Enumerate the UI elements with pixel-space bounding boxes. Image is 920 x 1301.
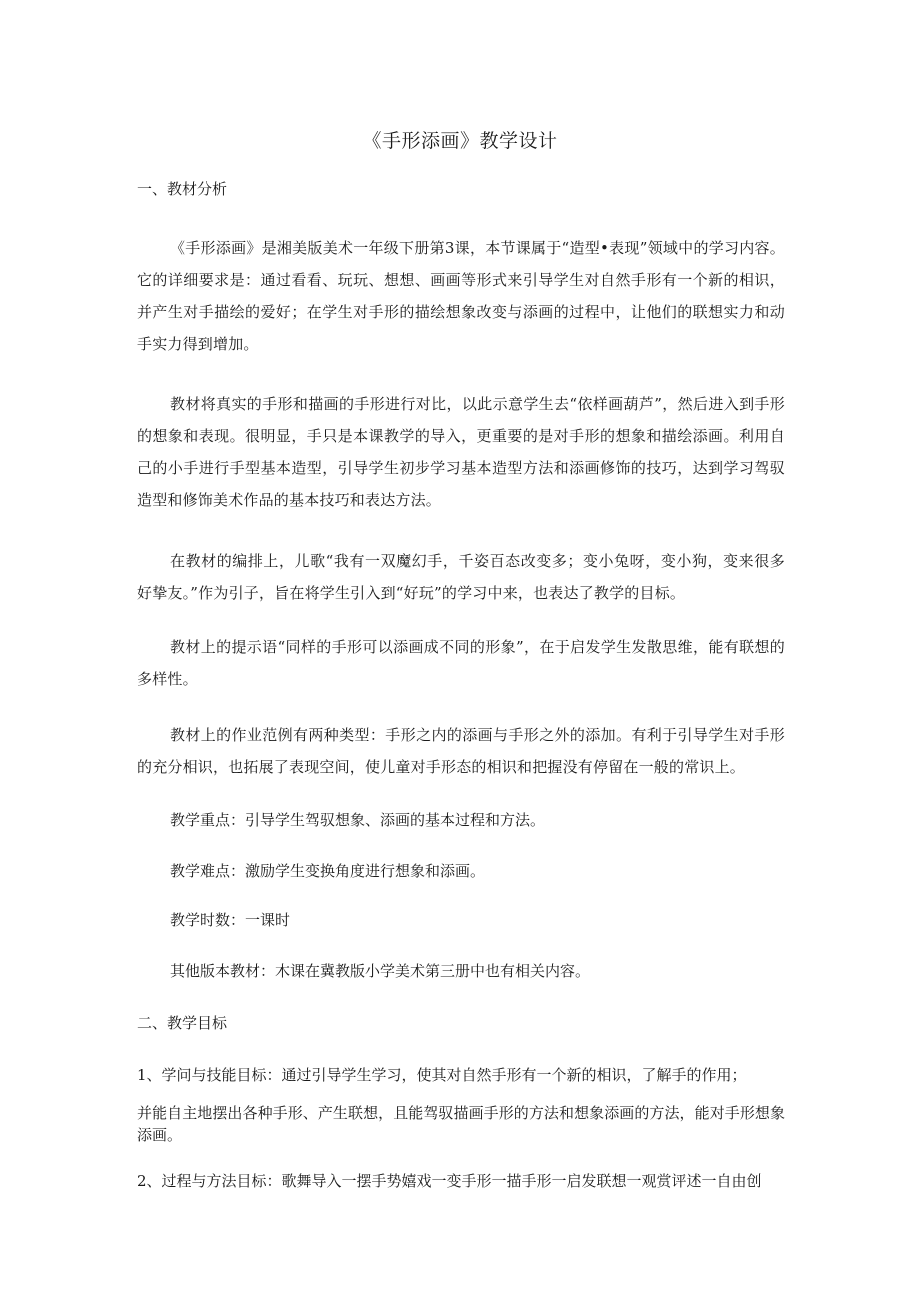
other-editions: 其他版本教材：木课在冀教版小学美术第三册中也有相关内容。 [170,962,591,980]
paragraph: 教材上的提示语“同样的手形可以添画成不同的形象”，在于启发学生发散思维，能有联想的多样性。 [137,638,785,688]
section-heading-goals: 二、教学目标 [137,1014,228,1032]
document-title: 《手形添画》教学设计 [362,130,558,152]
teaching-hours: 教学时数：一课时 [170,911,291,929]
teaching-difficulty: 教学难点：激励学生变换角度进行想象和添画。 [170,862,486,880]
goal-knowledge-skills-continued: 并能自主地摆出各种手形、产生联想，且能驾驭描画手形的方法和想象添画的方法，能对手形想象添画。 [137,1104,785,1144]
paragraph: 教材将真实的手形和描画的手形进行对比，以此示意学生去“依样画葫芦”，然后进入到手形的想象和表现。很明显，手只是本课教学的导入，更重要的是对手形的想象和描绘添画。利用自己的小手进行手型基本造型，引导学生初步学习基本造型方法和添画修饰的技巧，达到学习驾驭造型和修饰美术作品的基本技巧和表达方法。 [137,395,785,509]
section-heading-analysis: 一、教材分析 [137,180,228,198]
paragraph: 《手形添画》是湘美版美术一年级下册第3课，本节课属于“造型•表现”领域中的学习内容。它的详细要求是：通过看看、玩玩、想想、画画等形式来引导学生对自然手形有一个新的相识，并产生对手描绘的爱好；在学生对手形的描绘想象改变与添画的过程中，让他们的联想实力和动手实力得到增加。 [137,239,785,353]
goal-knowledge-skills: 1、学问与技能目标：通过引导学生学习，使其对自然手形有一个新的相识，了解手的作用； [137,1066,747,1084]
teaching-focus: 教学重点：引导学生驾驭想象、添画的基本过程和方法。 [170,811,546,829]
paragraph: 在教材的编排上，儿歌“我有一双魔幻手，千姿百态改变多；变小兔呀，变小狗，变来很多好挚友。”作为引子，旨在将学生引入到“好玩”的学习中来，也表达了教学的目标。 [137,552,785,602]
paragraph: 教材上的作业范例有两种类型：手形之内的添画与手形之外的添加。有利于引导学生对手形的充分相识，也拓展了表现空间，使儿童对手形态的相识和把握没有停留在一般的常识上。 [137,726,785,776]
goal-process-methods: 2、过程与方法目标：歌舞导入一摆手势嬉戏一变手形一描手形一启发联想一观赏评述一自由创 [137,1172,762,1190]
